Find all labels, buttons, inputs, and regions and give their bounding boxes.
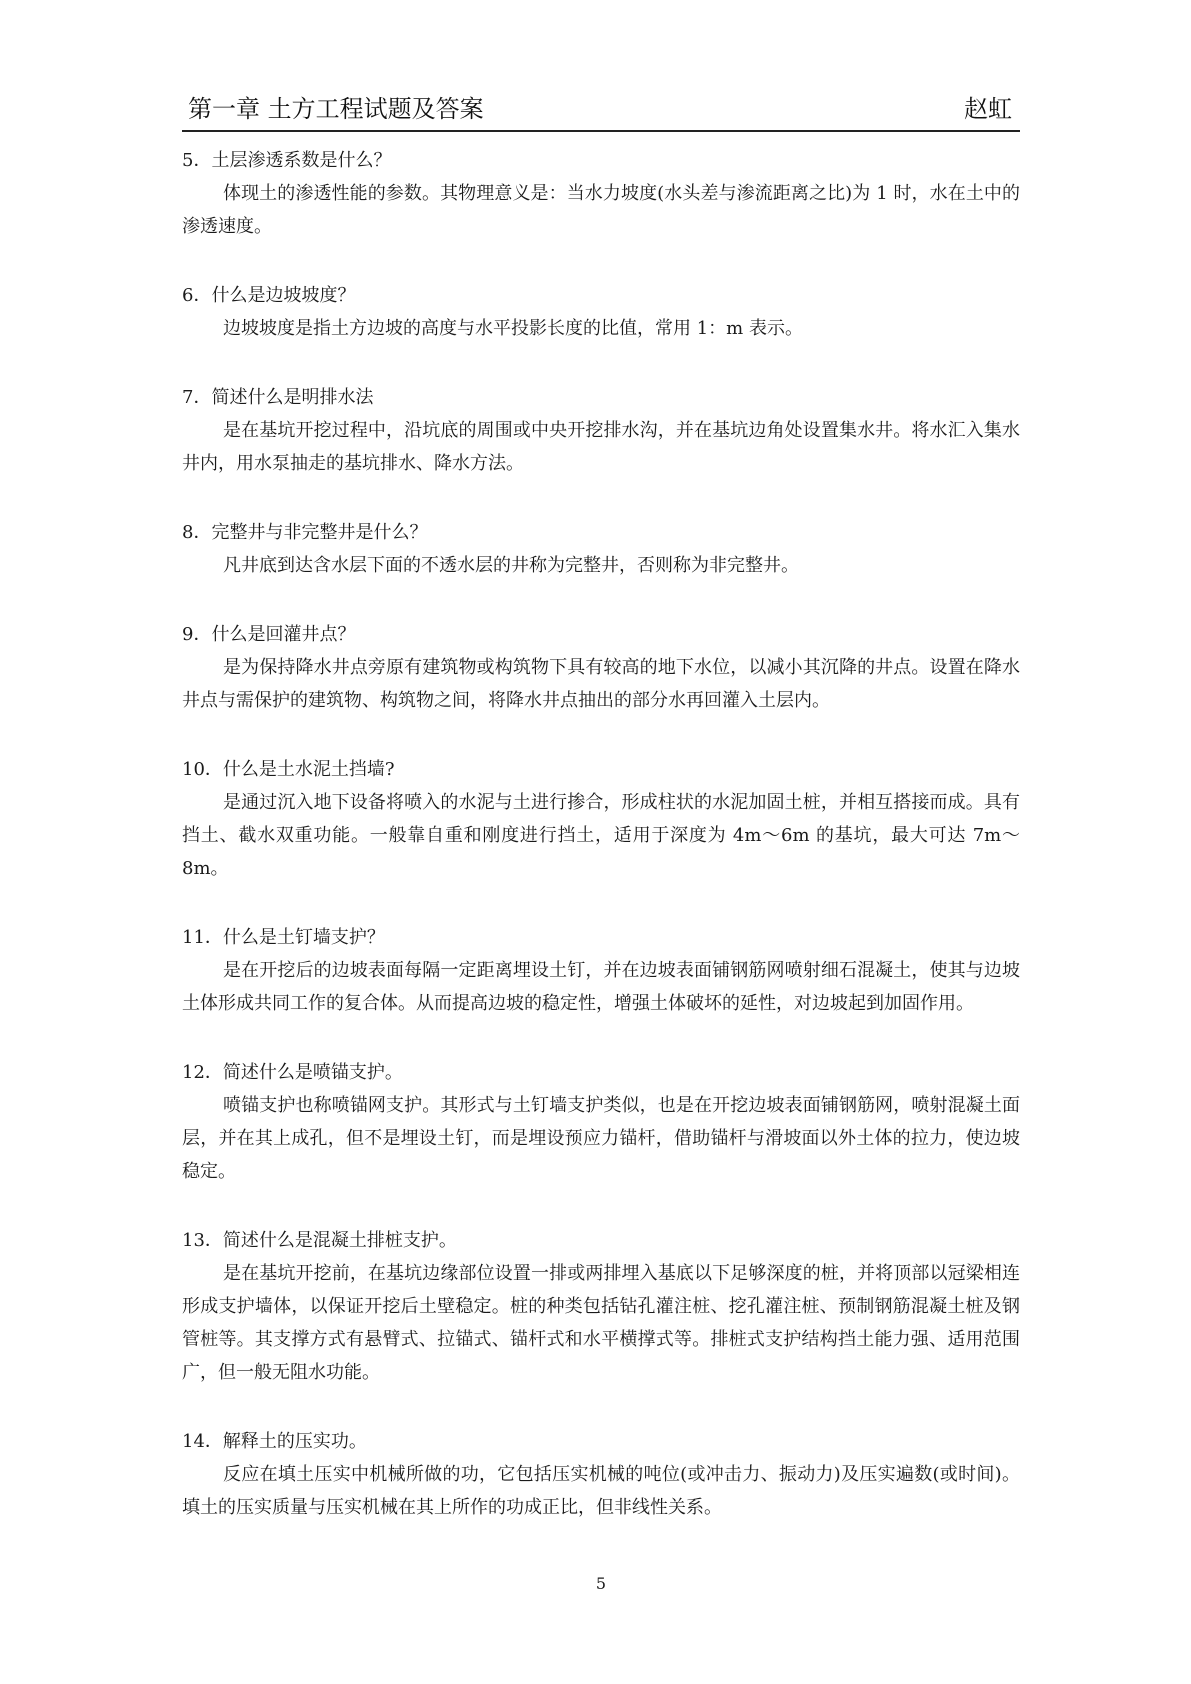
question: 9．什么是回灌井点？: [182, 624, 356, 645]
qa-item-10: [182, 753, 1020, 885]
question: 7．简述什么是明排水法: [182, 387, 374, 408]
answer: 是通过沉入地下设备将喷入的水泥与土进行掺合，形成柱状的水泥加固土桩，并相互搭接而成。具有挡土、截水双重功能。一般靠自重和刚度进行挡土，适用于深度为 4m～6m 的基坑，最大可达 7m～8m。: [182, 792, 1020, 879]
qa-item-13: [182, 1224, 1020, 1389]
question: 5．土层渗透系数是什么？: [182, 150, 392, 171]
answer: 是在开挖后的边坡表面每隔一定距离埋设土钉，并在边坡表面铺钢筋网喷射细石混凝土，使其与边坡土体形成共同工作的复合体。从而提高边坡的稳定性，增强土体破坏的延性，对边坡起到加固作用。: [182, 960, 1020, 1014]
question: 14．解释土的压实功。: [182, 1431, 367, 1452]
qa-item-5: [182, 144, 1020, 243]
answer: 是为保持降水井点旁原有建筑物或构筑物下具有较高的地下水位，以减小其沉降的井点。设置在降水井点与需保护的建筑物、构筑物之间，将降水井点抽出的部分水再回灌入土层内。: [182, 657, 1020, 711]
question: 11．什么是土钉墙支护？: [182, 927, 385, 948]
question: 6．什么是边坡坡度？: [182, 285, 356, 306]
qa-item-11: [182, 921, 1020, 1020]
answer: 凡井底到达含水层下面的不透水层的井称为完整井，否则称为非完整井。: [223, 555, 799, 576]
answer: 是在基坑开挖前，在基坑边缘部位设置一排或两排埋入基底以下足够深度的桩，并将顶部以冠梁相连形成支护墙体，以保证开挖后土壁稳定。桩的种类包括钻孔灌注桩、挖孔灌注桩、预制钢筋混凝土桩及钢管桩等。其支撑方式有悬臂式、拉锚式、锚杆式和水平横撑式等。排桩式支护结构挡土能力强、适用范围广，但一般无阻水功能。: [182, 1263, 1020, 1383]
chapter-title: 第一章 土方工程试题及答案: [188, 95, 484, 123]
qa-item-6: [182, 279, 1020, 345]
question: 13．简述什么是混凝土排桩支护。: [182, 1230, 457, 1251]
answer: 是在基坑开挖过程中，沿坑底的周围或中央开挖排水沟，并在基坑边角处设置集水井。将水汇入集水井内，用水泵抽走的基坑排水、降水方法。: [182, 420, 1020, 474]
page-header: [182, 88, 1020, 132]
author-name: 赵虹: [964, 95, 1012, 123]
document-page: [182, 0, 1020, 1684]
answer: 反应在填土压实中机械所做的功，它包括压实机械的吨位(或冲击力、振动力)及压实遍数(或时间)。填土的压实质量与压实机械在其上所作的功成正比，但非线性关系。: [182, 1464, 1020, 1518]
question: 10．什么是土水泥土挡墙?: [182, 759, 395, 780]
qa-item-12: [182, 1056, 1020, 1188]
answer: 喷锚支护也称喷锚网支护。其形式与土钉墙支护类似，也是在开挖边坡表面铺钢筋网，喷射混凝土面层，并在其上成孔，但不是埋设土钉，而是埋设预应力锚杆，借助锚杆与滑坡面以外土体的拉力，使边坡稳定。: [182, 1095, 1020, 1182]
page-number: 5: [595, 1574, 607, 1593]
answer: 体现土的渗透性能的参数。其物理意义是：当水力坡度(水头差与渗流距离之比)为 1 时，水在土中的渗透速度。: [182, 183, 1020, 237]
qa-item-8: [182, 516, 1020, 582]
answer: 边坡坡度是指土方边坡的高度与水平投影长度的比值，常用 1：m 表示。: [223, 318, 803, 339]
qa-item-9: [182, 618, 1020, 717]
question: 12．简述什么是喷锚支护。: [182, 1062, 403, 1083]
qa-list: [182, 144, 1020, 1560]
question: 8．完整井与非完整井是什么？: [182, 522, 428, 543]
qa-item-7: [182, 381, 1020, 480]
qa-item-14: [182, 1425, 1020, 1524]
